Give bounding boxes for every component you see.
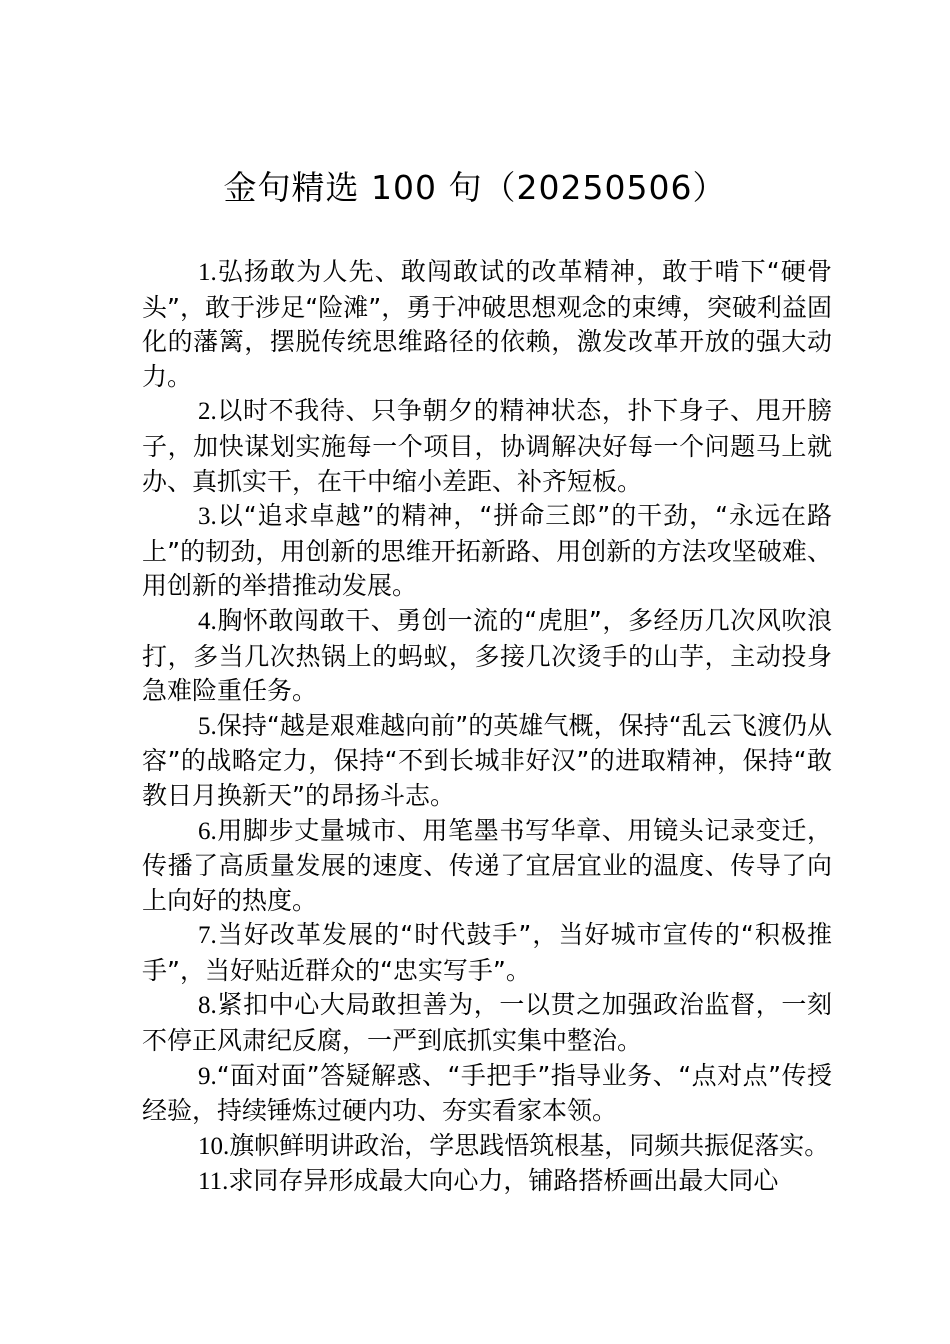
quote-paragraph-6 — [142, 814, 832, 919]
quote-number: 7. — [198, 922, 217, 950]
quote-paragraph-1 — [142, 255, 832, 394]
quote-paragraph-9 — [142, 1059, 832, 1129]
quote-number: 2. — [198, 398, 217, 426]
document-body — [142, 255, 832, 1200]
quote-number: 8. — [198, 992, 217, 1020]
quote-text: 弘扬敢为人先、敢闯敢试的改革精神，敢于啃下“硬骨头”，敢于涉足“险滩”，勇于冲破思想观念的束缚，突破利益固化的藩篱，摆脱传统思维路径的依赖，激发改革开放的强大动力。 — [142, 257, 832, 391]
quote-number: 4. — [198, 607, 217, 635]
quote-text: 以时不我待、只争朝夕的精神状态，扑下身子、甩开膀子，加快谋划实施每一个项目，协调解决好每一个问题马上就办、真抓实干，在干中缩小差距、补齐短板。 — [142, 396, 832, 496]
quote-paragraph-8 — [142, 988, 832, 1058]
quote-paragraph-7 — [142, 918, 832, 988]
quote-text: 旗帜鲜明讲政治，学思践悟筑根基，同频共振促落实。 — [229, 1130, 830, 1160]
quote-number: 9. — [198, 1062, 217, 1090]
quote-number: 11. — [198, 1168, 229, 1196]
quote-text: “面对面”答疑解惑、“手把手”指导业务、“点对点”传授经验，持续锤炼过硬内功、夯实看家本领。 — [142, 1060, 832, 1126]
document-title: 金句精选 100 句（20250506） — [223, 168, 727, 207]
quote-text: 以“追求卓越”的精神，“拼命三郎”的干劲，“永远在路上”的韧劲，用创新的思维开拓新路、用创新的方法攻坚破难、用创新的举措推动发展。 — [142, 501, 832, 601]
quote-number: 5. — [198, 712, 217, 740]
quote-paragraph-3 — [142, 499, 832, 604]
quote-paragraph-4 — [142, 604, 832, 709]
quote-paragraph-10 — [142, 1129, 832, 1165]
quote-paragraph-2 — [142, 394, 832, 499]
quote-text: 求同存异形成最大向心力，铺路搭桥画出最大同心 — [228, 1166, 779, 1196]
quote-text: 用脚步丈量城市、用笔墨书写华章、用镜头记录变迁，传播了高质量发展的速度、传递了宜居宜业的温度、传导了向上向好的热度。 — [142, 815, 832, 915]
quote-text: 紧扣中心大局敢担善为，一以贯之加强政治监督，一刻不停正风肃纪反腐，一严到底抓实集中整治。 — [142, 990, 832, 1056]
quote-number: 1. — [198, 259, 217, 286]
quote-paragraph-11 — [142, 1164, 832, 1200]
quote-number: 10. — [198, 1132, 230, 1160]
quote-text: 当好改革发展的“时代鼓手”，当好城市宣传的“积极推手”，当好贴近群众的“忠实写手”。 — [142, 920, 832, 985]
quote-number: 6. — [198, 817, 217, 845]
quote-paragraph-5 — [142, 709, 832, 814]
quote-number: 3. — [198, 503, 217, 531]
quote-text: 胸怀敢闯敢干、勇创一流的“虎胆”，多经历几次风吹浪打，多当几次热锅上的蚂蚁，多接几次烫手的山芋，主动投身急难险重任务。 — [142, 605, 832, 706]
quote-text: 保持“越是艰难越向前”的英雄气概，保持“乱云飞渡仍从容”的战略定力，保持“不到长城非好汉”的进取精神，保持“敢教日月换新天”的昂扬斗志。 — [142, 710, 832, 810]
